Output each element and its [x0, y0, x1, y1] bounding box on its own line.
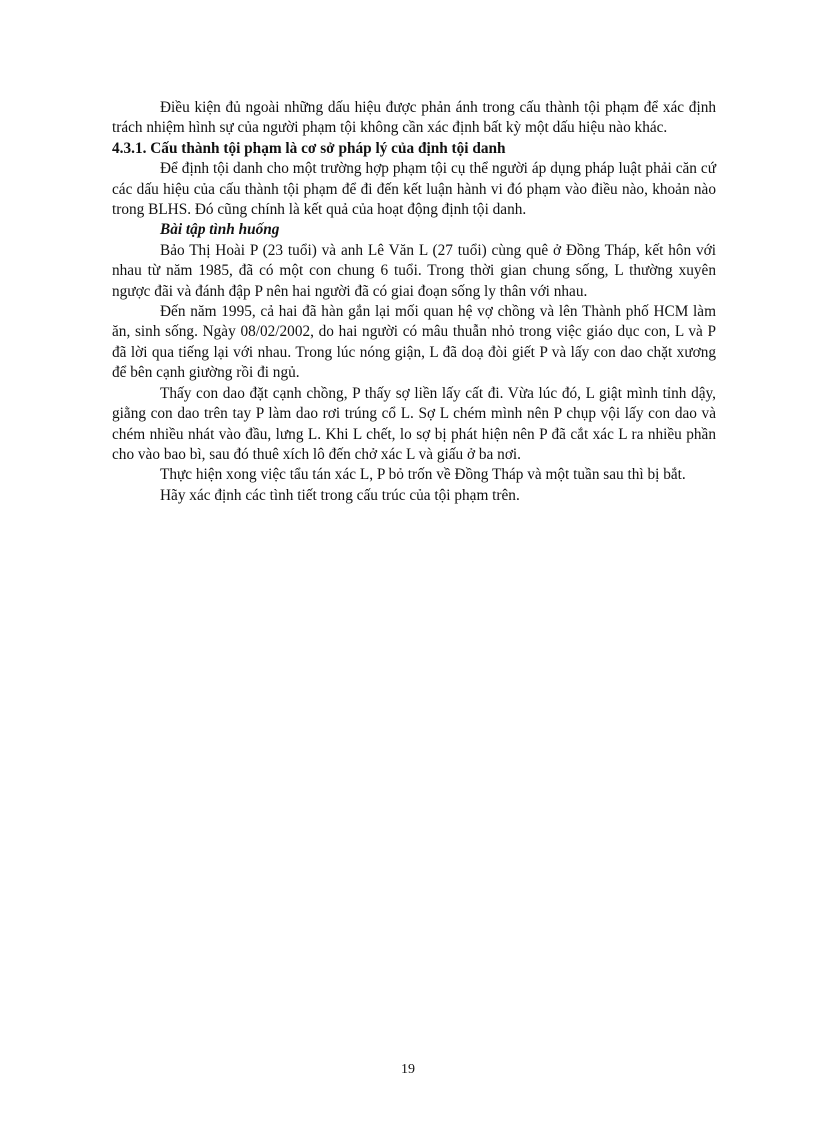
exercise-paragraph-4: Thực hiện xong việc tẩu tán xác L, P bỏ trốn về Đồng Tháp và một tuần sau thì bị bắt. — [160, 466, 686, 484]
section-heading: 4.3.1. Cấu thành tội phạm là cơ sở pháp lý của định tội danh — [112, 139, 506, 157]
exercise-question: Hãy xác định các tình tiết trong cấu trúc của tội phạm trên. — [160, 486, 520, 504]
intro-paragraph: Điều kiện đủ ngoài những dấu hiệu được phản ánh trong cấu thành tội phạm để xác định trách nhiệm hình sự của người phạm tội không cần xác định bất kỳ một dấu hiệu nào khác. — [112, 99, 716, 137]
page-content — [112, 98, 716, 506]
page-number: 19 — [401, 1062, 415, 1077]
section-paragraph: Để định tội danh cho một trường hợp phạm tội cụ thể người áp dụng pháp luật phải căn cứ các dấu hiệu của cấu thành tội phạm để đi đến kết luận hành vi đó phạm vào điều nào, khoản nào trong BLHS. Đó cũng chính là kết quả của hoạt động định tội danh. — [112, 160, 716, 219]
exercise-paragraph-2: Đến năm 1995, cả hai đã hàn gắn lại mối quan hệ vợ chồng và lên Thành phố HCM làm ăn, sinh sống. Ngày 08/02/2002, do hai người có mâu thuẫn nhỏ trong việc giáo dục con, L và P đã lời qua tiếng lại với nhau. Trong lúc nóng giận, L đã doạ đòi giết P và lấy con dao chặt xương để bên cạnh giường rồi đi ngủ. — [112, 303, 716, 382]
exercise-heading: Bài tập tình huống — [160, 221, 280, 239]
exercise-paragraph-3: Thấy con dao đặt cạnh chồng, P thấy sợ liền lấy cất đi. Vừa lúc đó, L giật mình tỉnh dậy, giằng con dao trên tay P làm dao rơi trúng cổ L. Sợ L chém mình nên P chụp vội lấy con dao và chém nhiều nhát vào đầu, lưng L. Khi L chết, lo sợ bị phát hiện nên P đã cắt xác L ra nhiều phần cho vào bao bì, sau đó thuê xích lô đến chở xác L và giấu ở ba nơi. — [112, 384, 716, 463]
exercise-paragraph-1: Bảo Thị Hoài P (23 tuổi) và anh Lê Văn L (27 tuổi) cùng quê ở Đồng Tháp, kết hôn với nhau từ năm 1985, đã có một con chung 6 tuổi. Trong thời gian chung sống, L thường xuyên ngược đãi và đánh đập P nên hai người đã có giai đoạn sống ly thân với nhau. — [112, 241, 716, 300]
